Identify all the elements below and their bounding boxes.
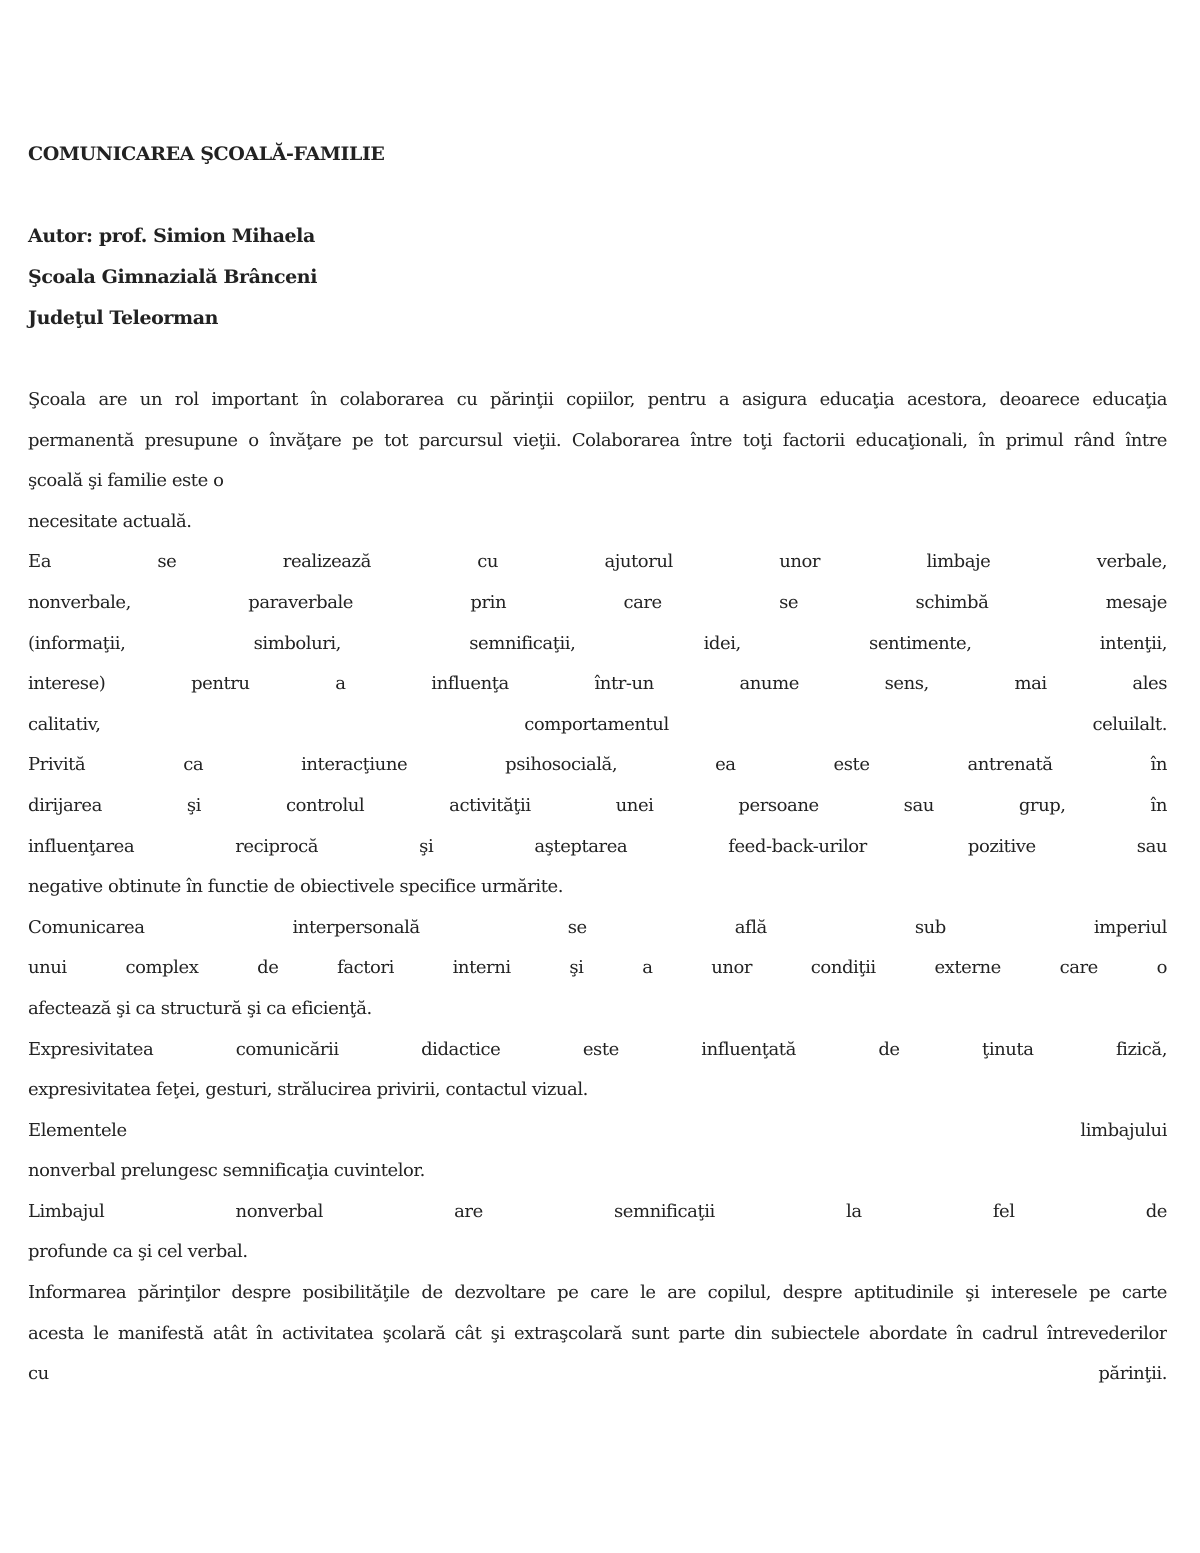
text-line: interese) pentru a influenţa într-un anume sens, mai ales [28,673,1167,695]
author-name: Autor: prof. Simion Mihaela [28,225,315,247]
text-line: nonverbale, paraverbale prin care se schimbă mesaje [28,591,1167,613]
text-line: acesta le manifestă atât în activitatea şcolară cât şi extraşcolară sunt parte din subiectele abordate în cadrul întrevederilor [28,1322,1167,1344]
author-county: Judeţul Teleorman [28,307,219,329]
text-line: cu părinţii. [28,1363,1167,1385]
text-line: permanentă presupune o învăţare pe tot parcursul vieţii. Colaborarea între toţi factorii educaţionali, în primul rând între [28,429,1167,451]
document-title: COMUNICAREA ŞCOALĂ-FAMILIE [28,143,385,165]
text-line: Ea se realizează cu ajutorul unor limbaje verbale, [28,551,1167,573]
text-line: Expresivitatea comunicării didactice este influenţată de ţinuta fizică, [28,1038,1167,1060]
author-school: Şcoala Gimnazială Brânceni [28,266,318,288]
text-line: şcoală şi familie este o [28,470,224,492]
text-line: Privită ca interacţiune psihosocială, ea este antrenată în [28,754,1167,776]
text-line: necesitate actuală. [28,510,192,532]
text-line: unui complex de factori interni şi a unor condiţii externe care o [28,957,1167,979]
text-line: negative obtinute în functie de obiectivele specifice urmărite. [28,876,563,898]
text-line: nonverbal prelungesc semnificaţia cuvintelor. [28,1160,425,1182]
text-line: dirijarea şi controlul activităţii unei persoane sau grup, în [28,794,1167,816]
text-line: expresivitatea feţei, gesturi, strălucirea privirii, contactul vizual. [28,1079,588,1101]
body-text [28,380,1167,1395]
text-line: influenţarea reciprocă şi aşteptarea feed-back-urilor pozitive sau [28,835,1167,857]
text-line: Comunicarea interpersonală se află sub imperiul [28,916,1167,938]
spacer [28,175,1167,216]
text-line: Limbajul nonverbal are semnificaţii la fel de [28,1200,1167,1222]
document-page [28,134,1167,1395]
text-line: calitativ, comportamentul celuilalt. [28,713,1167,735]
text-line: afectează şi ca structură şi ca eficienţă. [28,997,372,1019]
spacer [28,339,1167,380]
text-line: Elementele limbajului [28,1119,1167,1141]
text-line: Şcoala are un rol important în colaborarea cu părinţii copiilor, pentru a asigura educaţia acestora, deoarece educaţia [28,389,1167,410]
text-line: Informarea părinţilor despre posibilităţile de dezvoltare pe care le are copilul, despre aptitudinile şi interesele pe carte [28,1282,1167,1304]
text-line: (informaţii, simboluri, semnificaţii, idei, sentimente, intenţii, [28,632,1167,654]
text-line: profunde ca şi cel verbal. [28,1241,248,1263]
